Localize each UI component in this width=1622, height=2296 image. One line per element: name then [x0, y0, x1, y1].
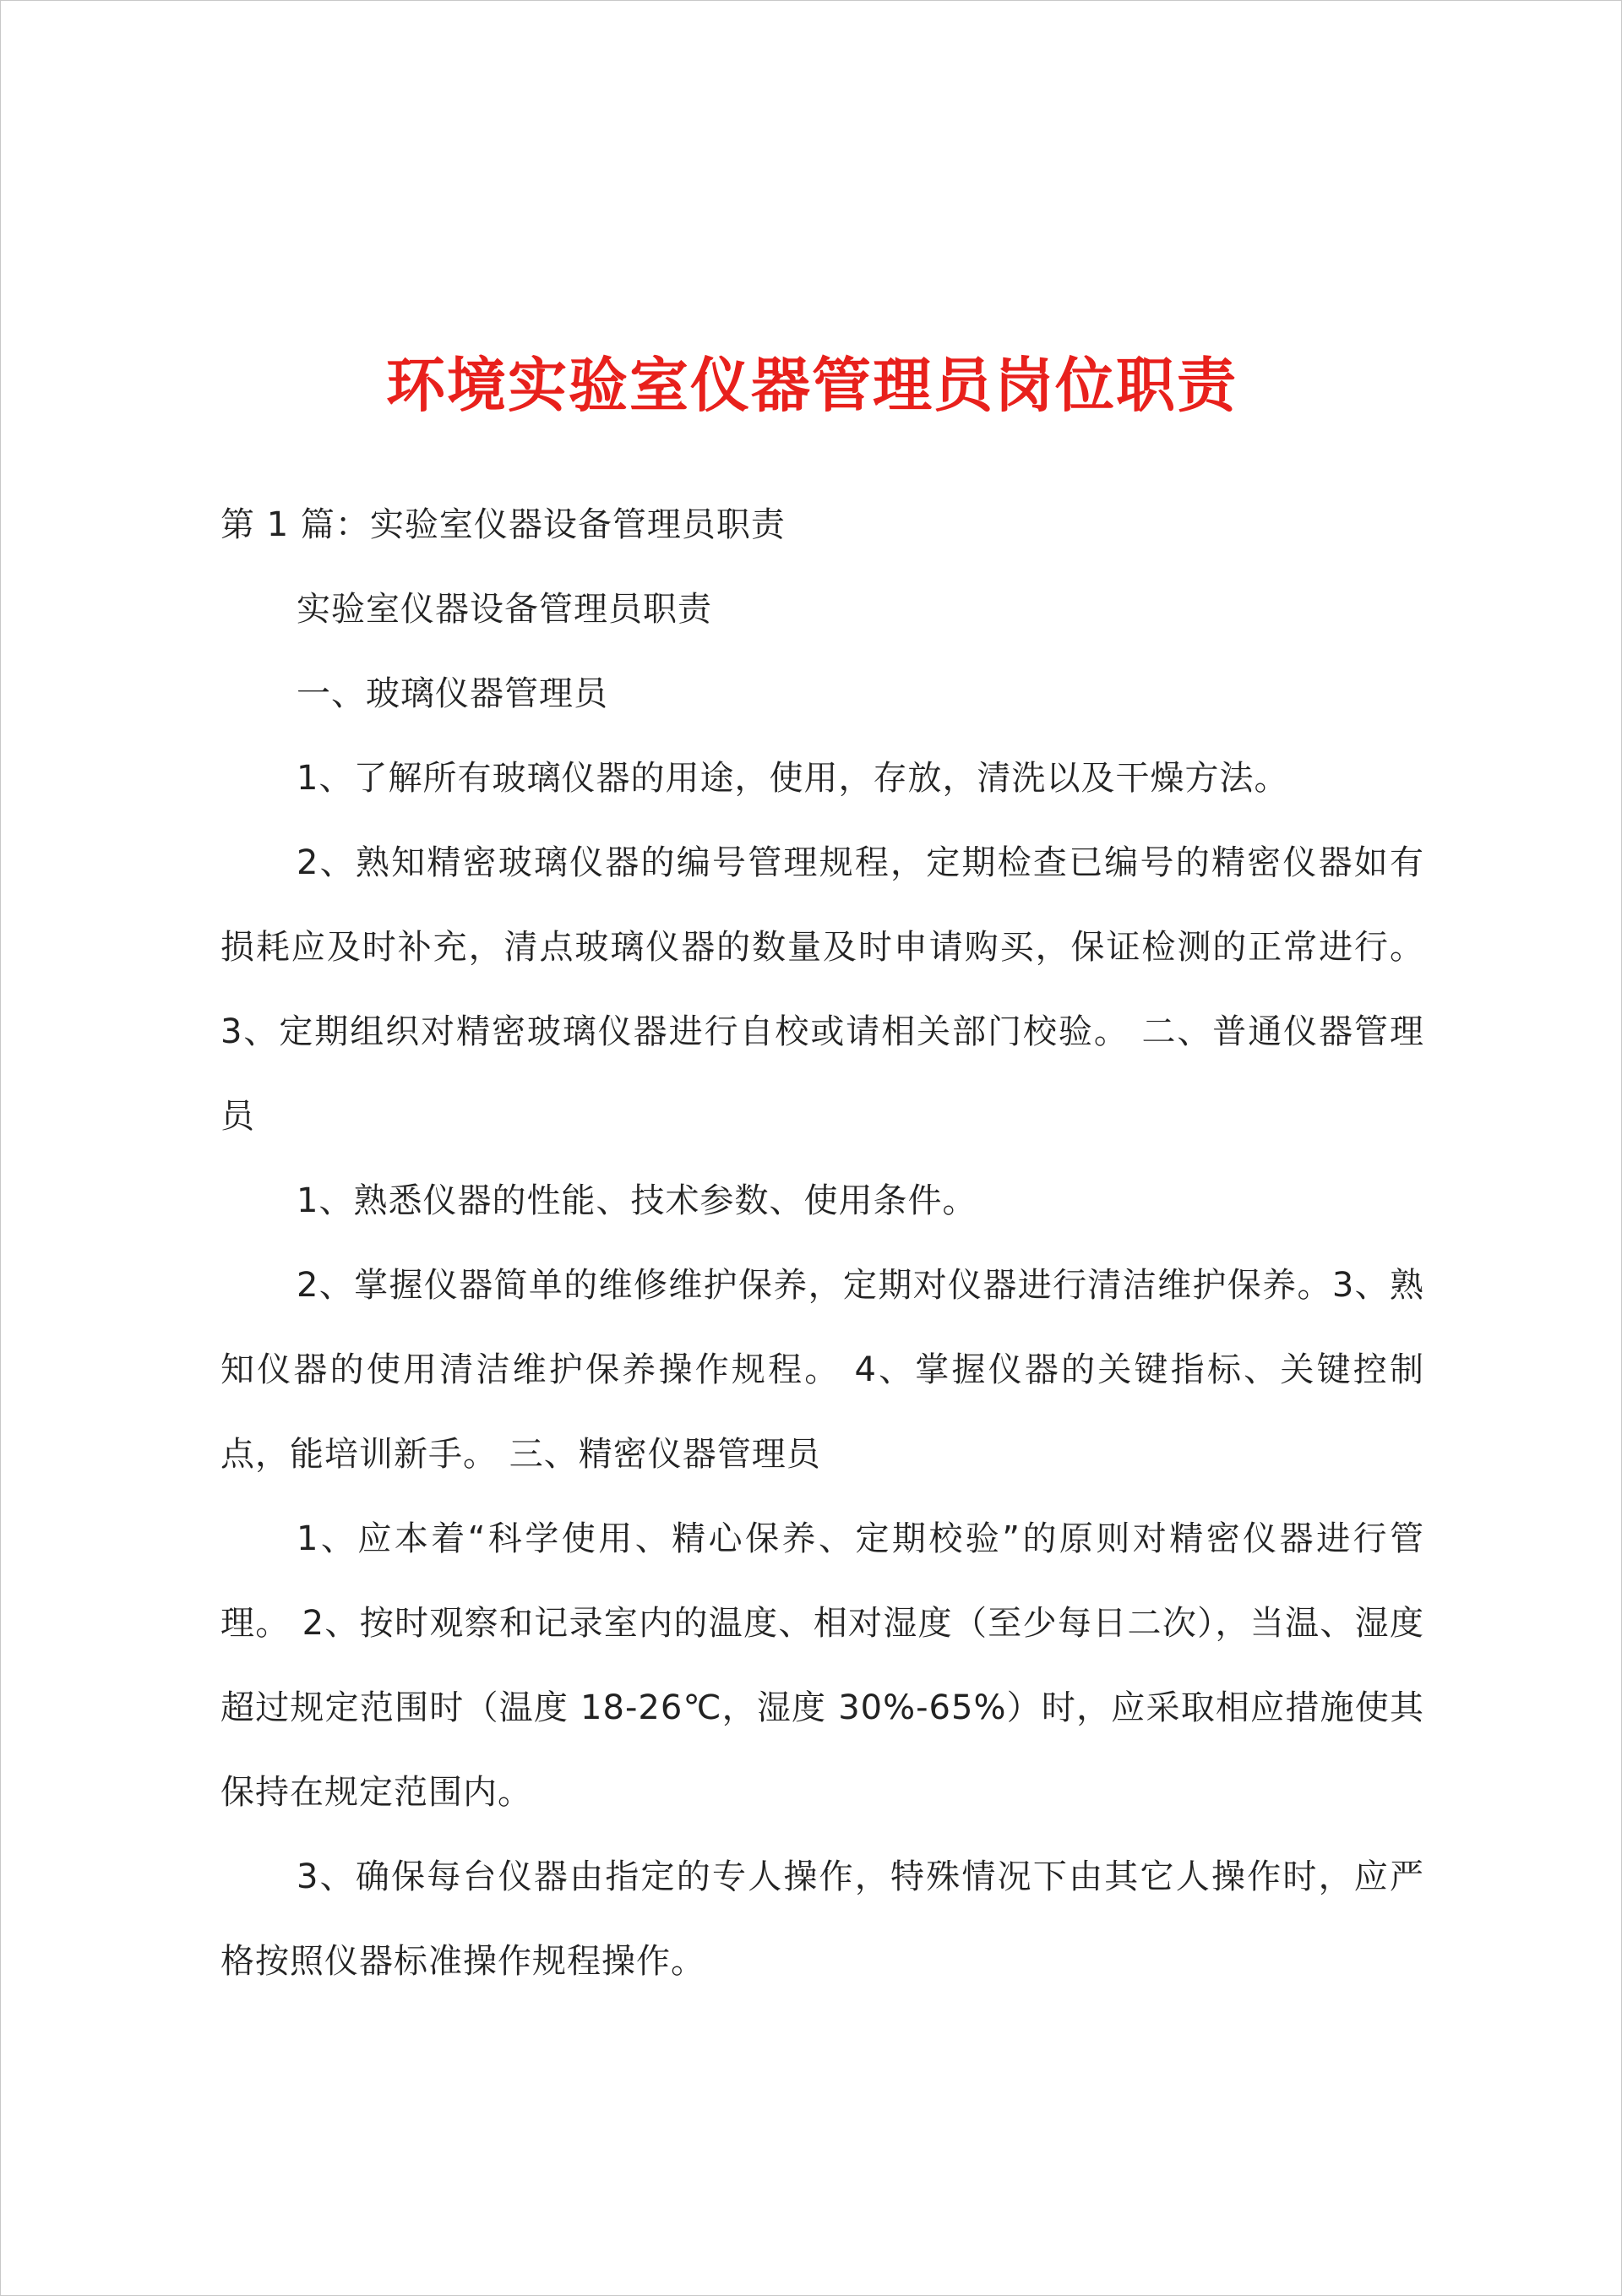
paragraph-glass-heading: 一、玻璃仪器管理员: [297, 674, 608, 713]
section-heading: 第 1 篇：实验室仪器设备管理员职责: [220, 505, 786, 544]
document-body: [220, 483, 1424, 2004]
paragraph-precision-1: 1、应本着“科学使用、精心保养、定期校验”的原则对精密仪器进行管理。 2、按时观察和记录室内的温度、相对湿度（至少每日二次），当温、湿度超过规定范围时（温度 18-26℃，湿度 30%-65%）时，应采取相应措施使其保持在规定范围内。: [220, 1519, 1424, 1812]
paragraph-glass-1: 1、了解所有玻璃仪器的用途，使用，存放，清洗以及干燥方法。: [297, 759, 1289, 798]
paragraph-precision-3: 3、确保每台仪器由指定的专人操作，特殊情况下由其它人操作时，应严格按照仪器标准操作规程操作。: [220, 1857, 1424, 1981]
document-title: 环境实验室仪器管理员岗位职责: [386, 350, 1238, 420]
paragraph-subtitle: 实验室仪器设备管理员职责: [297, 590, 712, 629]
paragraph-general-2: 2、掌握仪器简单的维修维护保养，定期对仪器进行清洁维护保养。3、熟知仪器的使用清洁维护保养操作规程。 4、掌握仪器的关键指标、关键控制点，能培训新手。 三、精密仪器管理员: [220, 1266, 1424, 1474]
paragraph-general-1: 1、熟悉仪器的性能、技术参数、使用条件。: [297, 1181, 977, 1220]
paragraph-glass-2: 2、熟知精密玻璃仪器的编号管理规程，定期检查已编号的精密仪器如有损耗应及时补充，清点玻璃仪器的数量及时申请购买，保证检测的正常进行。 3、定期组织对精密玻璃仪器进行自校或请相关部门校验。 二、普通仪器管理员: [220, 843, 1424, 1136]
